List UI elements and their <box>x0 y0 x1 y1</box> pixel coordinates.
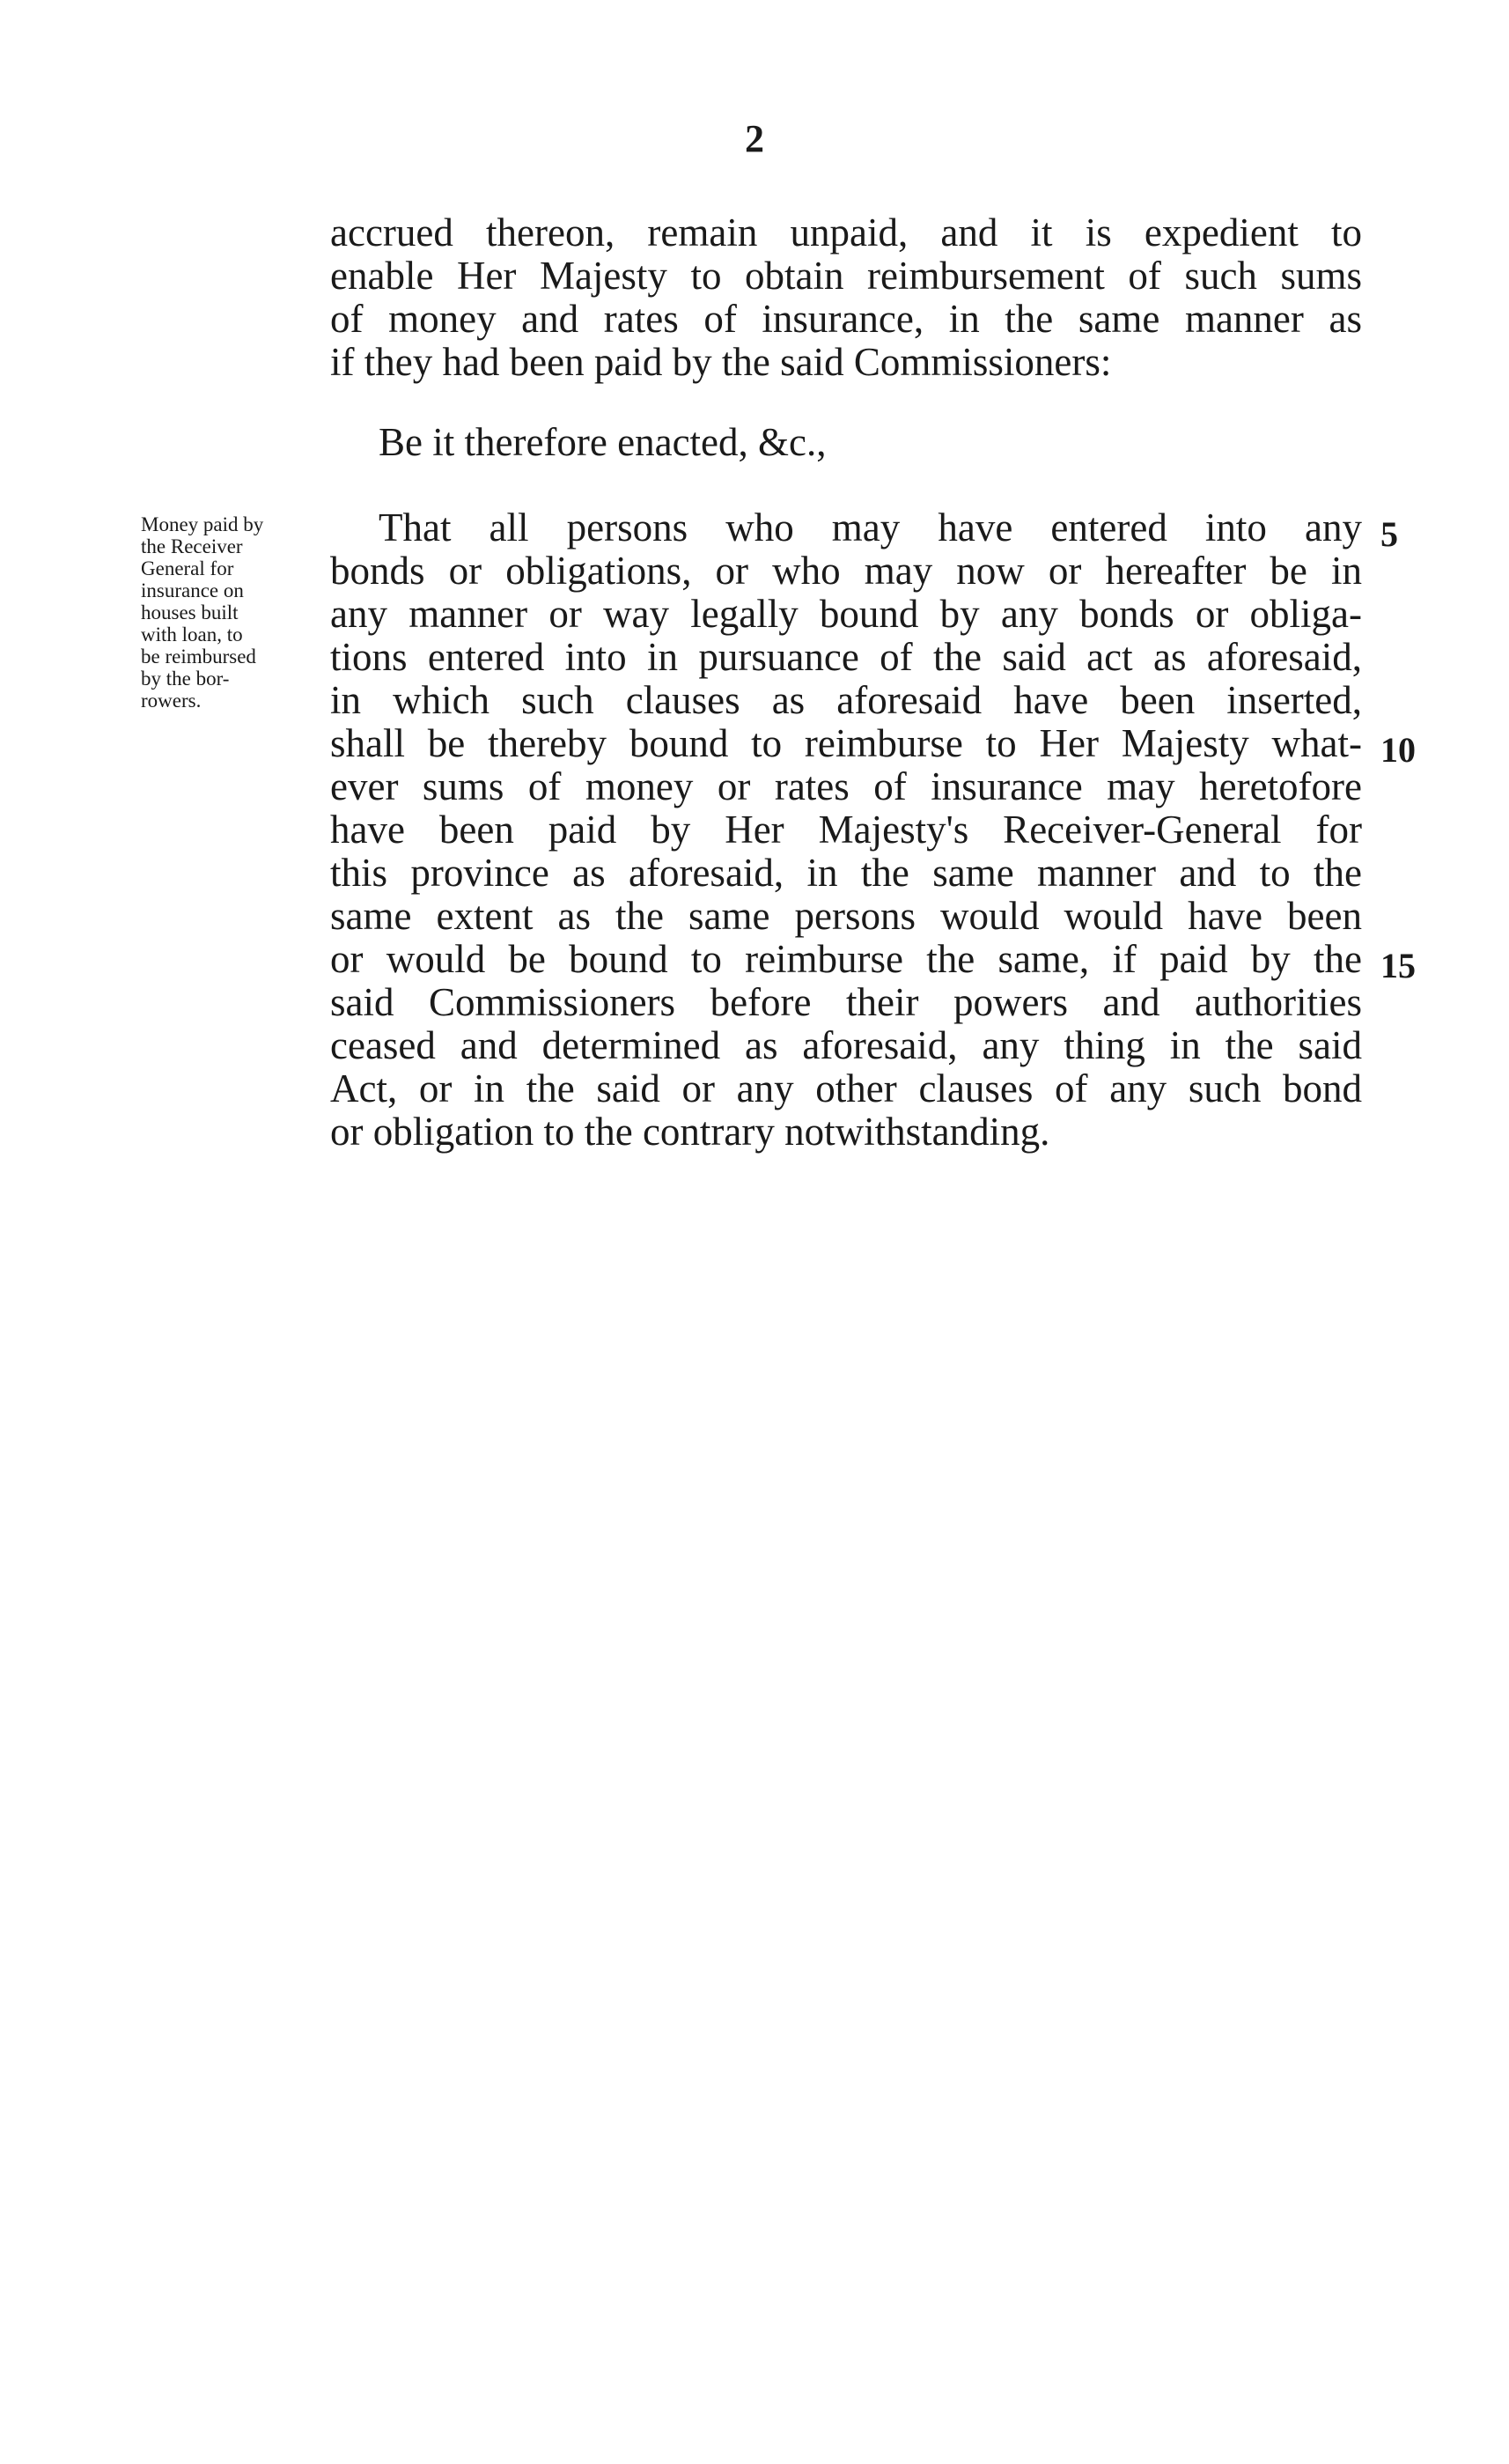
line-number-15: 15 <box>1380 946 1416 985</box>
text-line: if they had been paid by the said Commissioners: <box>330 340 1112 384</box>
text-line: That all persons who may have entered into any <box>379 505 1362 550</box>
text-line: enable Her Majesty to obtain reimbursement of such sums <box>330 254 1362 298</box>
marginal-note-line: the Receiver <box>141 535 243 557</box>
marginal-note-line: by the bor- <box>141 668 230 690</box>
text-line: this province as aforesaid, in the same manner and to the <box>330 851 1362 895</box>
page-number: 2 <box>745 117 764 160</box>
marginal-note-line: General for <box>141 557 234 579</box>
text-line: tions entered into in pursuance of the said act as aforesaid, <box>330 635 1362 679</box>
preamble-paragraph <box>330 211 1362 384</box>
text-line: Act, or in the said or any other clauses of any such bond <box>330 1066 1362 1110</box>
text-line: or would be bound to reimburse the same, if paid by the <box>330 937 1362 981</box>
text-line: ever sums of money or rates of insurance may heretofore <box>330 764 1362 808</box>
text-line: ceased and determined as aforesaid, any thing in the said <box>330 1023 1362 1067</box>
text-line: shall be thereby bound to reimburse to Her Majesty what- <box>330 721 1362 765</box>
marginal-note-line: with loan, to <box>141 623 243 646</box>
text-line: any manner or way legally bound by any bonds or obliga- <box>330 592 1362 636</box>
text-line: accrued thereon, remain unpaid, and it is expedient to <box>330 210 1362 255</box>
marginal-note <box>141 513 328 712</box>
enacting-clause: Be it therefore enacted, &c., <box>379 420 827 464</box>
text-line: of money and rates of insurance, in the same manner as <box>330 297 1362 341</box>
section-paragraph <box>330 506 1362 1154</box>
text-line: or obligation to the contrary notwithstanding. <box>330 1110 1050 1154</box>
text-line: have been paid by Her Majesty's Receiver-General for <box>330 808 1362 852</box>
text-line: same extent as the same persons would would have been <box>330 894 1362 938</box>
line-number-10: 10 <box>1380 730 1416 770</box>
line-number-5: 5 <box>1380 514 1398 554</box>
marginal-note-line: houses built <box>141 601 239 623</box>
text-line: in which such clauses as aforesaid have been inserted, <box>330 678 1362 722</box>
text-line: bonds or obligations, or who may now or hereafter be in <box>330 549 1362 593</box>
marginal-note-line: be reimbursed <box>141 646 256 668</box>
marginal-note-line: insurance on <box>141 579 244 601</box>
marginal-note-line: rowers. <box>141 690 202 712</box>
text-line: said Commissioners before their powers and authorities <box>330 980 1362 1024</box>
marginal-note-line: Money paid by <box>141 513 264 535</box>
